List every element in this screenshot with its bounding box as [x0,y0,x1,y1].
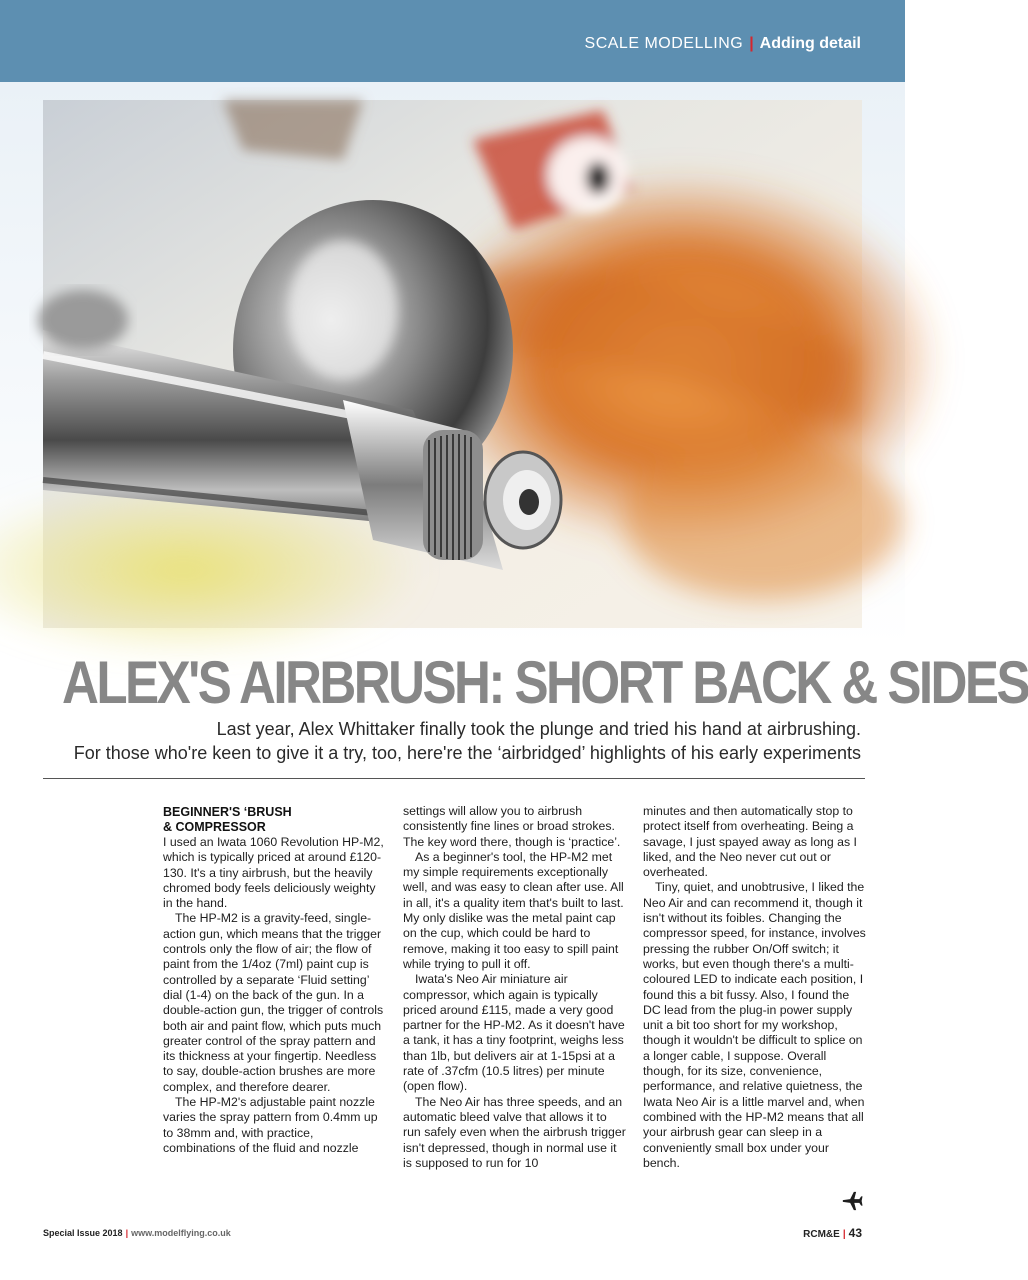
footer-separator: | [125,1228,129,1238]
divider-rule [43,778,865,779]
body-paragraph: The HP-M2's adjustable paint nozzle varies the spray pattern from 0.4mm up to 38mm and, with practice, combinations of the fluid and nozzle [163,1095,378,1155]
body-paragraph: The Neo Air has three speeds, and an automatic bleed valve that allows it to run safely even when the airbrush trigger isn't depressed, though in normal use it is supposed to run for 10 [403,1094,626,1170]
issue-label: Special Issue 2018 [43,1228,123,1238]
footer-issue-info [43,1228,231,1238]
body-paragraph: minutes and then automatically stop to protect itself from overheating. Being a savage, I just spayed away as long as I liked, and the Neo never cut out or overheated. [643,804,857,880]
body-paragraph: As a beginner's tool, the HP-M2 met my simple requirements exceptionally well, and was easy to clean after use. All in all, it's a quality item that's built to last. My only dislike was the metal paint cap on the cup, which could be hard to remove, making it too easy to spill paint while trying to pull it off. [403,849,624,971]
section-topic: Adding detail [759,35,861,52]
airplane-icon [841,1190,863,1212]
magazine-name: RCM&E [803,1229,840,1240]
standfirst [31,717,861,765]
section-name: SCALE MODELLING [584,35,744,52]
footer-separator: | [842,1229,846,1240]
section-separator: | [749,35,754,52]
subheading [163,805,387,835]
standfirst-line: For those who're keen to give it a try, too, here're the ‘airbridged’ highlights of his early experiments [73,743,861,763]
subheading-line: & COMPRESSOR [163,820,266,834]
standfirst-line: Last year, Alex Whittaker finally took the plunge and tried his hand at airbrushing. [216,719,861,739]
subheading-line: BEGINNER'S ‘BRUSH [163,805,292,819]
body-paragraph: Iwata's Neo Air miniature air compressor, which again is typically priced around £115, made a very good partner for the HP-M2. As it doesn't have a tank, it has a tiny footprint, weighs less than 1lb, but delivers air at 1-15psi at a rate of .37cfm (10.5 litres) per minute (open flow). [403,972,625,1094]
airbrush-photo [43,100,862,628]
body-paragraph: Tiny, quiet, and unobtrusive, I liked the Neo Air and can recommend it, though it isn't without its foibles. Changing the compressor speed, for instance, involves pressing the rubber On/Off switch; it works, but even though there's a multi-coloured LED to indicate each position, I found this a bit fussy. Also, I found the DC lead from the plug-in power supply unit a bit too short for my workshop, though it wouldn't be difficult to splice on a longer cable, I suppose. Overall though, for its size, convenience, performance, and relative quietness, the Iwata Neo Air is a little marvel and, when combined with the HP-M2 means that all your airbrush gear can sleep in a conveniently small box under your bench. [643,880,866,1170]
text-column-2 [403,804,627,1171]
body-paragraph: settings will allow you to airbrush consistently fine lines or broad strokes. The key word there, though is ‘practice’. [403,804,621,849]
body-paragraph: I used an Iwata 1060 Revolution HP-M2, which is typically priced at around £120-130. It's a tiny airbrush, but the heavily chromed body feels deliciously weighty in the hand. [163,835,384,911]
page-number: 43 [848,1226,862,1240]
website-link[interactable]: www.modelflying.co.uk [131,1228,231,1238]
article-headline: ALEX'S AIRBRUSH: SHORT BACK & SIDES [62,649,1028,716]
text-column-3 [643,804,867,1171]
footer-page-info [803,1226,862,1240]
text-column-1 [163,804,387,1156]
body-paragraph: The HP-M2 is a gravity-feed, single-action gun, which means that the trigger controls only the flow of air; the flow of paint from the 1/4oz (7ml) paint cup is controlled by a separate ‘Fluid setting’ dial (1-4) on the back of the gun. In a double-action gun, the trigger of controls both air and paint flow, which puts much greater control of the spray pattern and its thickness at your fingertip. Needless to say, double-action brushes are more complex, and therefore dearer. [163,911,384,1094]
section-label [585,35,861,53]
